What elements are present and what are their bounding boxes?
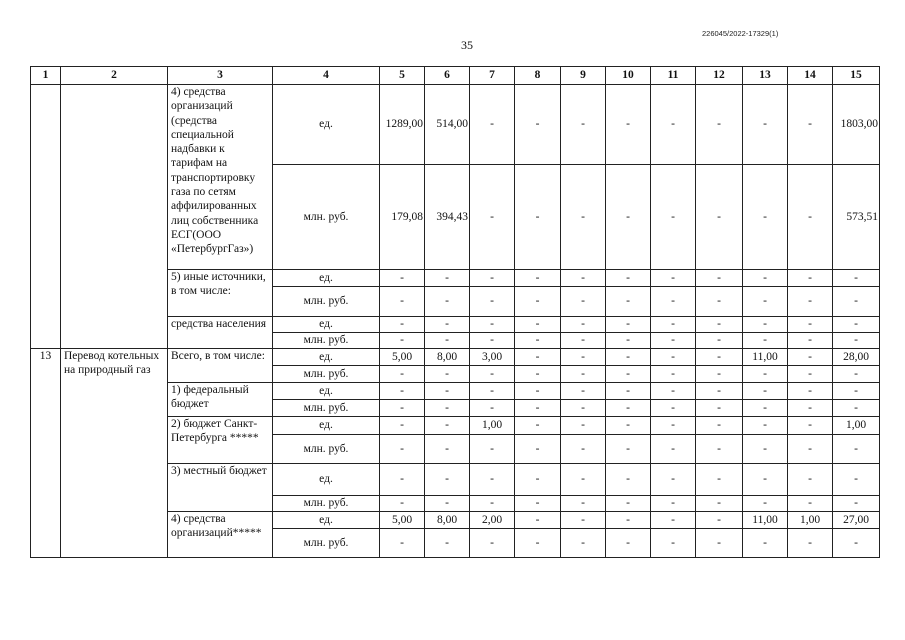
- value-cell: -: [743, 496, 788, 512]
- value-cell: -: [515, 366, 561, 383]
- column-header: 1: [31, 67, 61, 85]
- value-cell: -: [561, 383, 606, 400]
- value-cell: 8,00: [425, 512, 470, 529]
- value-cell: -: [470, 165, 515, 270]
- table-header-row: [31, 67, 880, 85]
- value-cell: -: [696, 496, 743, 512]
- source-cell: средства населения: [168, 317, 273, 349]
- column-header: 6: [425, 67, 470, 85]
- value-cell: -: [743, 165, 788, 270]
- value-cell: -: [380, 496, 425, 512]
- value-cell: -: [606, 349, 651, 366]
- value-cell: -: [788, 270, 833, 287]
- value-cell: -: [515, 417, 561, 435]
- value-cell: -: [651, 165, 696, 270]
- value-cell: -: [515, 85, 561, 165]
- value-cell: -: [470, 317, 515, 333]
- activity-name: Перевод котельных на природный газ: [61, 349, 168, 558]
- value-cell: -: [425, 317, 470, 333]
- value-cell: -: [515, 383, 561, 400]
- value-cell: -: [380, 366, 425, 383]
- value-cell: -: [743, 270, 788, 287]
- value-cell: -: [470, 366, 515, 383]
- column-header: 15: [833, 67, 880, 85]
- value-cell: -: [606, 496, 651, 512]
- value-cell: -: [788, 349, 833, 366]
- value-cell: -: [515, 317, 561, 333]
- value-cell: -: [606, 529, 651, 558]
- column-header: 2: [61, 67, 168, 85]
- value-cell: -: [606, 366, 651, 383]
- value-cell: 28,00: [833, 349, 880, 366]
- value-cell: -: [696, 333, 743, 349]
- value-cell: -: [788, 333, 833, 349]
- value-cell: 1,00: [470, 417, 515, 435]
- value-cell: -: [743, 529, 788, 558]
- value-cell: 1289,00: [380, 85, 425, 165]
- value-cell: -: [743, 317, 788, 333]
- column-header: 7: [470, 67, 515, 85]
- value-cell: -: [788, 366, 833, 383]
- column-header: 10: [606, 67, 651, 85]
- value-cell: -: [743, 85, 788, 165]
- value-cell: 1,00: [833, 417, 880, 435]
- unit-cell: млн. руб.: [273, 400, 380, 417]
- value-cell: 573,51: [833, 165, 880, 270]
- value-cell: -: [606, 270, 651, 287]
- value-cell: -: [561, 349, 606, 366]
- value-cell: -: [651, 383, 696, 400]
- value-cell: -: [470, 383, 515, 400]
- value-cell: 8,00: [425, 349, 470, 366]
- value-cell: -: [696, 435, 743, 464]
- value-cell: -: [606, 464, 651, 496]
- unit-cell: ед.: [273, 349, 380, 366]
- value-cell: -: [651, 366, 696, 383]
- value-cell: -: [380, 317, 425, 333]
- unit-cell: ед.: [273, 317, 380, 333]
- value-cell: -: [606, 400, 651, 417]
- value-cell: -: [606, 287, 651, 317]
- value-cell: -: [651, 333, 696, 349]
- value-cell: -: [696, 366, 743, 383]
- name-cell: [61, 85, 168, 349]
- document-number: 226045/2022-17329(1): [702, 29, 779, 38]
- source-cell: 4) средства организаций*****: [168, 512, 273, 558]
- value-cell: -: [380, 270, 425, 287]
- value-cell: -: [561, 417, 606, 435]
- value-cell: -: [651, 270, 696, 287]
- unit-cell: ед.: [273, 270, 380, 287]
- unit-cell: ед.: [273, 417, 380, 435]
- value-cell: -: [425, 435, 470, 464]
- value-cell: 5,00: [380, 512, 425, 529]
- value-cell: -: [561, 165, 606, 270]
- value-cell: 27,00: [833, 512, 880, 529]
- value-cell: -: [470, 496, 515, 512]
- value-cell: -: [561, 85, 606, 165]
- value-cell: -: [561, 333, 606, 349]
- value-cell: -: [651, 512, 696, 529]
- value-cell: -: [788, 85, 833, 165]
- value-cell: -: [696, 512, 743, 529]
- value-cell: -: [380, 383, 425, 400]
- value-cell: -: [380, 333, 425, 349]
- value-cell: -: [561, 317, 606, 333]
- value-cell: -: [515, 270, 561, 287]
- unit-cell: ед.: [273, 512, 380, 529]
- unit-cell: млн. руб.: [273, 496, 380, 512]
- value-cell: -: [425, 464, 470, 496]
- value-cell: -: [788, 435, 833, 464]
- value-cell: -: [561, 366, 606, 383]
- column-header: 14: [788, 67, 833, 85]
- value-cell: 3,00: [470, 349, 515, 366]
- value-cell: -: [425, 270, 470, 287]
- value-cell: -: [696, 400, 743, 417]
- value-cell: -: [833, 270, 880, 287]
- value-cell: -: [696, 165, 743, 270]
- value-cell: -: [743, 366, 788, 383]
- value-cell: -: [788, 287, 833, 317]
- value-cell: -: [425, 366, 470, 383]
- value-cell: 1803,00: [833, 85, 880, 165]
- value-cell: -: [515, 529, 561, 558]
- value-cell: -: [606, 383, 651, 400]
- value-cell: -: [743, 333, 788, 349]
- value-cell: 2,00: [470, 512, 515, 529]
- value-cell: -: [380, 417, 425, 435]
- source-cell: Всего, в том числе:: [168, 349, 273, 383]
- value-cell: -: [833, 287, 880, 317]
- value-cell: -: [696, 349, 743, 366]
- value-cell: -: [515, 464, 561, 496]
- value-cell: -: [470, 435, 515, 464]
- value-cell: -: [696, 85, 743, 165]
- value-cell: -: [606, 435, 651, 464]
- value-cell: -: [425, 417, 470, 435]
- value-cell: -: [470, 85, 515, 165]
- value-cell: -: [651, 496, 696, 512]
- column-header: 13: [743, 67, 788, 85]
- value-cell: 179,08: [380, 165, 425, 270]
- value-cell: -: [833, 496, 880, 512]
- value-cell: -: [696, 417, 743, 435]
- value-cell: -: [425, 529, 470, 558]
- value-cell: -: [833, 333, 880, 349]
- column-header: 12: [696, 67, 743, 85]
- unit-cell: млн. руб.: [273, 287, 380, 317]
- value-cell: -: [743, 400, 788, 417]
- value-cell: -: [696, 317, 743, 333]
- value-cell: -: [696, 529, 743, 558]
- value-cell: -: [788, 496, 833, 512]
- unit-cell: ед.: [273, 383, 380, 400]
- column-header: 11: [651, 67, 696, 85]
- value-cell: -: [515, 435, 561, 464]
- value-cell: -: [425, 400, 470, 417]
- value-cell: -: [833, 383, 880, 400]
- source-cell: 5) иные источники, в том числе:: [168, 270, 273, 317]
- source-cell: 2) бюджет Санкт-Петербурга *****: [168, 417, 273, 464]
- value-cell: -: [788, 417, 833, 435]
- value-cell: -: [561, 464, 606, 496]
- value-cell: -: [425, 383, 470, 400]
- value-cell: -: [696, 270, 743, 287]
- value-cell: -: [833, 317, 880, 333]
- value-cell: -: [833, 464, 880, 496]
- value-cell: -: [788, 529, 833, 558]
- value-cell: -: [380, 529, 425, 558]
- value-cell: 514,00: [425, 85, 470, 165]
- value-cell: -: [425, 333, 470, 349]
- column-header: 9: [561, 67, 606, 85]
- value-cell: -: [833, 400, 880, 417]
- value-cell: -: [561, 529, 606, 558]
- value-cell: -: [833, 435, 880, 464]
- value-cell: -: [606, 512, 651, 529]
- row-index: 13: [31, 349, 61, 558]
- column-header: 4: [273, 67, 380, 85]
- value-cell: -: [651, 417, 696, 435]
- value-cell: -: [561, 270, 606, 287]
- value-cell: -: [651, 400, 696, 417]
- value-cell: -: [606, 333, 651, 349]
- source-cell: 3) местный бюджет: [168, 464, 273, 512]
- value-cell: -: [425, 496, 470, 512]
- value-cell: -: [470, 270, 515, 287]
- value-cell: -: [788, 165, 833, 270]
- value-cell: -: [561, 435, 606, 464]
- value-cell: -: [651, 349, 696, 366]
- value-cell: -: [380, 464, 425, 496]
- value-cell: -: [788, 400, 833, 417]
- unit-cell: ед.: [273, 464, 380, 496]
- column-header: 3: [168, 67, 273, 85]
- value-cell: -: [743, 287, 788, 317]
- value-cell: -: [515, 287, 561, 317]
- value-cell: 11,00: [743, 349, 788, 366]
- value-cell: -: [380, 287, 425, 317]
- value-cell: -: [743, 417, 788, 435]
- value-cell: -: [470, 400, 515, 417]
- table-row: [31, 349, 880, 366]
- unit-cell: млн. руб.: [273, 333, 380, 349]
- unit-cell: млн. руб.: [273, 165, 380, 270]
- value-cell: -: [743, 464, 788, 496]
- value-cell: -: [561, 512, 606, 529]
- value-cell: -: [696, 464, 743, 496]
- value-cell: -: [470, 333, 515, 349]
- value-cell: -: [561, 496, 606, 512]
- value-cell: -: [651, 287, 696, 317]
- value-cell: 5,00: [380, 349, 425, 366]
- value-cell: -: [743, 383, 788, 400]
- value-cell: -: [651, 435, 696, 464]
- index-cell: [31, 85, 61, 349]
- source-cell: 4) средства организаций (средства специальной надбавки к тарифам на транспортировку газа по сетям аффилированных лиц собственника ЕСГ(ООО «ПетербургГаз»): [168, 85, 273, 270]
- value-cell: -: [561, 287, 606, 317]
- value-cell: -: [515, 165, 561, 270]
- value-cell: 394,43: [425, 165, 470, 270]
- column-header: 8: [515, 67, 561, 85]
- value-cell: -: [606, 317, 651, 333]
- value-cell: -: [470, 287, 515, 317]
- value-cell: -: [425, 287, 470, 317]
- column-header: 5: [380, 67, 425, 85]
- value-cell: -: [606, 85, 651, 165]
- value-cell: -: [651, 317, 696, 333]
- value-cell: -: [788, 383, 833, 400]
- value-cell: -: [561, 400, 606, 417]
- value-cell: -: [696, 383, 743, 400]
- value-cell: -: [606, 165, 651, 270]
- value-cell: -: [515, 400, 561, 417]
- value-cell: 1,00: [788, 512, 833, 529]
- page-number: 35: [461, 38, 473, 52]
- value-cell: -: [470, 529, 515, 558]
- value-cell: -: [651, 85, 696, 165]
- value-cell: -: [380, 435, 425, 464]
- value-cell: -: [833, 366, 880, 383]
- unit-cell: млн. руб.: [273, 435, 380, 464]
- table-row: [31, 85, 880, 165]
- value-cell: 11,00: [743, 512, 788, 529]
- value-cell: -: [651, 529, 696, 558]
- value-cell: -: [515, 512, 561, 529]
- value-cell: -: [470, 464, 515, 496]
- value-cell: -: [515, 333, 561, 349]
- unit-cell: млн. руб.: [273, 529, 380, 558]
- value-cell: -: [380, 400, 425, 417]
- value-cell: -: [833, 529, 880, 558]
- value-cell: -: [651, 464, 696, 496]
- value-cell: -: [743, 435, 788, 464]
- budget-table: [30, 66, 880, 558]
- value-cell: -: [515, 496, 561, 512]
- value-cell: -: [788, 317, 833, 333]
- value-cell: -: [696, 287, 743, 317]
- source-cell: 1) федеральный бюджет: [168, 383, 273, 417]
- value-cell: -: [788, 464, 833, 496]
- value-cell: -: [515, 349, 561, 366]
- value-cell: -: [606, 417, 651, 435]
- unit-cell: ед.: [273, 85, 380, 165]
- unit-cell: млн. руб.: [273, 366, 380, 383]
